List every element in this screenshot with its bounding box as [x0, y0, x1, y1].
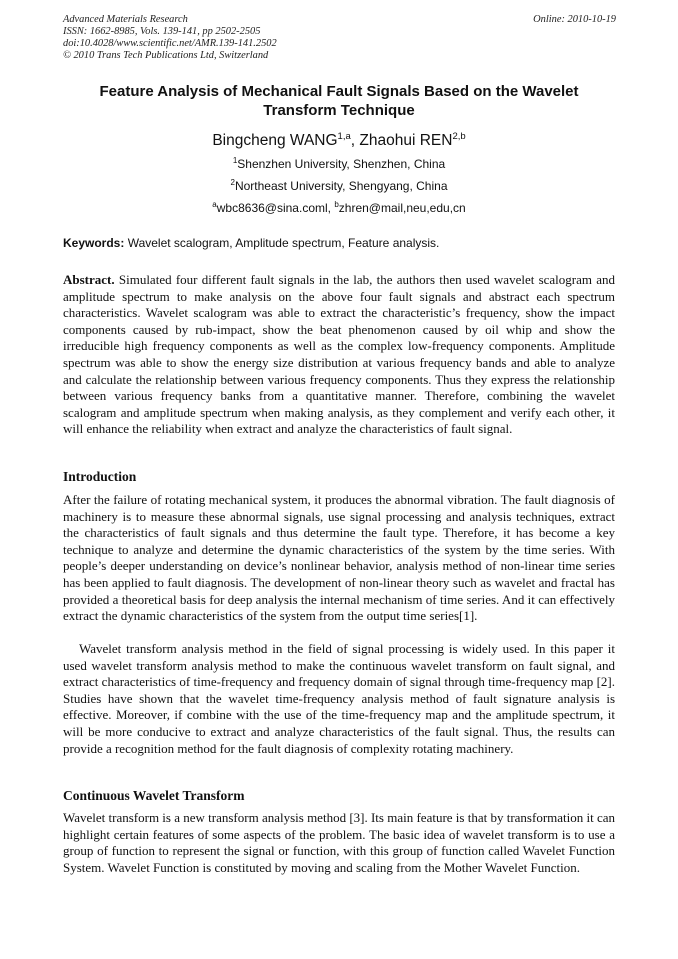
introduction-paragraph: After the failure of rotating mechanical system, it produces the abnormal vibration. The fault diagnosis of machinery is to measure these abnormal signals, use signal processing and analysis techniques, extract the characteristics of fault signals and thus determine the fault type. Therefore, it has become a key technique to analyze and determine the dynamic characteristics of the system by the time series. With people’s deeper understanding on device’s nonlinear behavior, analysis method of non-linear time series has been applied to fault diagnosis. The development of non-linear theory such as wavelet and fractal has provided a theoretical basis for deep analysis the internal mechanism of time series. And it can effectively extract the dynamic characteristics of the system from the output time series[1].: [63, 492, 615, 624]
journal-info: [63, 14, 277, 62]
journal-copyright: © 2010 Trans Tech Publications Ltd, Switzerland: [63, 50, 269, 61]
keywords-text: Wavelet scalogram, Amplitude spectrum, Feature analysis.: [124, 236, 440, 250]
email-text: zhren@mail,neu,edu,cn: [338, 201, 466, 215]
section-heading-cwt: Continuous Wavelet Transform: [63, 788, 245, 803]
affiliation-superscript: 1: [232, 156, 238, 165]
abstract-text: Simulated four different fault signals in the lab, the authors then used wavelet scalogram and amplitude spectrum to make analysis on the above four fault signals and abstract each spectrum characteristics. Wavelet scalogram was able to extract the characteristic’s frequency, show the impact components caused by rub-impact, show the beat phenomenon caused by oil whip and show the irreducible high frequency components as well as the complex low-frequency components. Amplitude spectrum was able to show the energy size distribution at various frequency bands and able to analyze and calculate the relationship between various frequency components. Thus they express the relationship between various frequency banks from a quantitative manner. Therefore, combining the wavelet scalogram and amplitude spectrum when making analysis, as they complement and verify each other, it will enhance the reliability when extract and analyze the characteristics of fault signal.: [63, 272, 615, 437]
keywords-label: Keywords:: [63, 236, 125, 250]
author-name: Bingcheng WANG: [212, 132, 338, 149]
email-superscript: b: [334, 200, 339, 209]
journal-name: Advanced Materials Research: [63, 14, 188, 25]
author-line: [63, 132, 615, 150]
paper-title: Feature Analysis of Mechanical Fault Signals Based on the Wavelet Transform Technique: [99, 83, 579, 119]
affiliation: [63, 179, 615, 193]
author-emails: [63, 201, 615, 215]
online-date: Online: 2010-10-19: [533, 14, 616, 25]
journal-issn: ISSN: 1662-8985, Vols. 139-141, pp 2502-2505: [63, 26, 261, 37]
introduction-paragraph: Wavelet transform analysis method in the field of signal processing is widely used. In this paper it used wavelet transform analysis method to make the continuous wavelet transform on fault signal, and extract characteristics of time-frequency and frequency domain of signal through time-frequency map [2]. Studies have shown that the wavelet time-frequency analysis method of fault signature analysis is effective. Moreover, if combine with the use of the time-frequency map and the amplitude spectrum, it will be more conducive to extract and analyze characteristics of the fault signal. Thus, the results can provide a recognition method for the fault diagnosis of complexity rotating machinery.: [63, 641, 615, 756]
author-separator: ,: [350, 132, 360, 149]
email-superscript: a: [212, 200, 217, 209]
keywords: [63, 236, 615, 250]
author-superscript: 1,a: [337, 131, 351, 142]
section-heading-introduction: Introduction: [63, 469, 137, 484]
affiliation-text: Shenzhen University, Shenzhen, China: [237, 157, 446, 171]
affiliation: [63, 157, 615, 171]
email-text: wbc8636@sina.coml,: [216, 201, 335, 215]
abstract: [63, 272, 615, 438]
abstract-label: Abstract.: [63, 272, 115, 287]
affiliation-text: Northeast University, Shengyang, China: [234, 179, 448, 193]
affiliation-superscript: 2: [230, 178, 235, 187]
author-name: Zhaohui REN: [359, 132, 453, 149]
author-superscript: 2,b: [452, 131, 466, 142]
cwt-paragraph: Wavelet transform is a new transform analysis method [3]. Its main feature is that by transformation it can highlight certain features of some aspects of the problem. The basic idea of wavelet transform is to use a group of function to represent the signal or function, with this group of function called Wavelet Function System. Wavelet Function is constituted by moving and scaling from the Mother Wavelet Function.: [63, 810, 616, 875]
journal-doi: doi:10.4028/www.scientific.net/AMR.139-141.2502: [63, 38, 277, 49]
